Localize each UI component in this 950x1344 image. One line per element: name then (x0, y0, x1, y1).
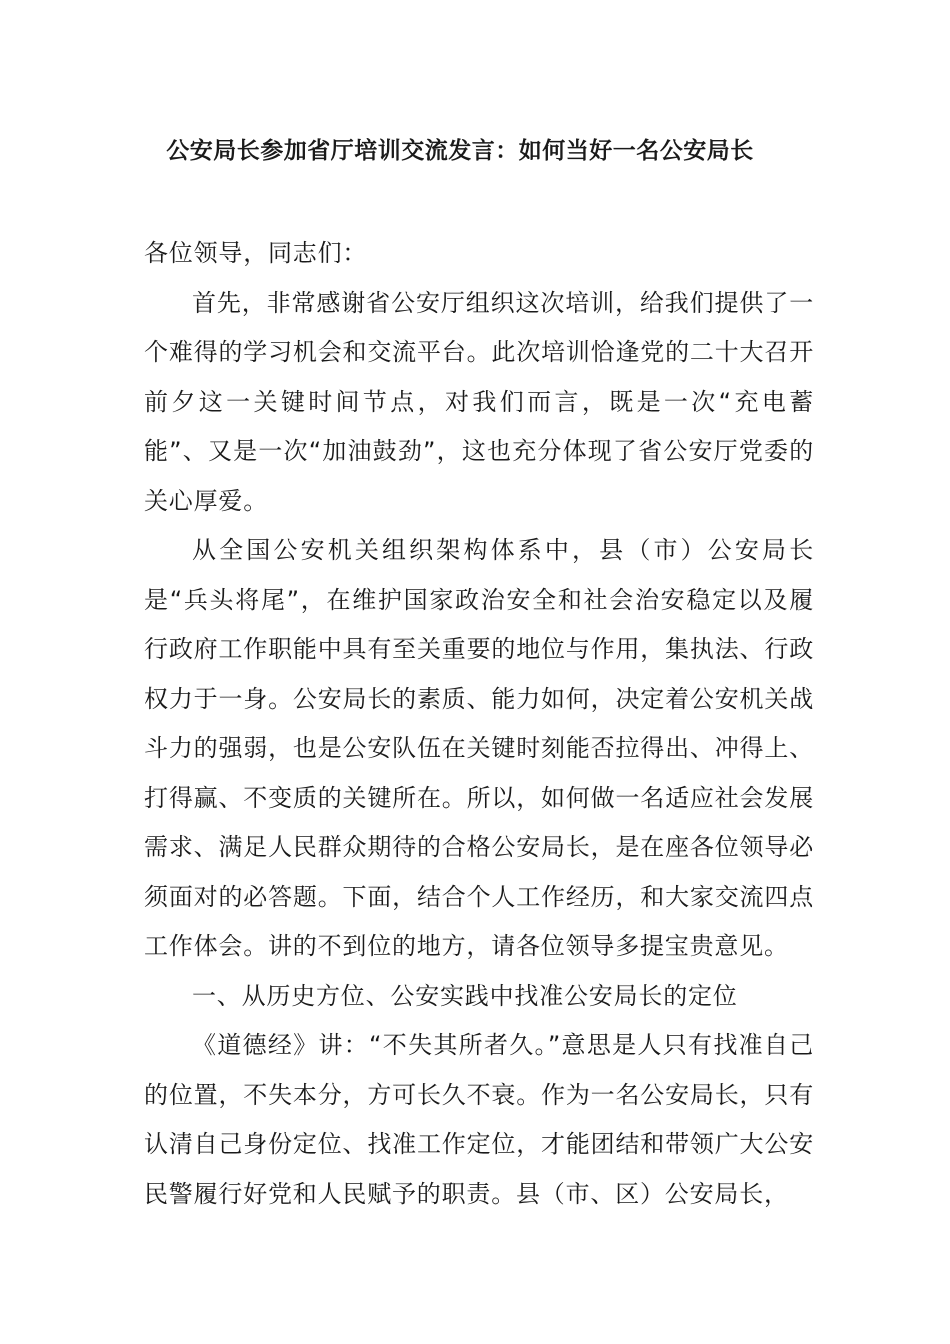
document-body (144, 229, 814, 1219)
paragraph-role: 从全国公安机关组织架构体系中，县（市）公安局长是“兵头将尾”，在维护国家政治安全和社会治安稳定以及履行政府工作职能中具有至关重要的地位与作用，集执法、行政权力于一身。公安局长的素质、能力如何，决定着公安机关战斗力的强弱，也是公安队伍在关键时刻能否拉得出、冲得上、打得赢、不变质的关键所在。所以，如何做一名适应社会发展需求、满足人民群众期待的合格公安局长，是在座各位领导必须面对的必答题。下面，结合个人工作经历，和大家交流四点工作体会。讲的不到位的地方，请各位领导多提宝贵意见。 (144, 536, 814, 960)
document-title: 公安局长参加省厅培训交流发言：如何当好一名公安局长 (166, 138, 754, 164)
paragraph-daodejing: 《道德经》讲：“不失其所者久。”意思是人只有找准自己的位置，不失本分，方可长久不衰。作为一名公安局长，只有认清自己身份定位、找准工作定位，才能团结和带领广大公安民警履行好党和人民赋予的职责。县（市、区）公安局长， (144, 1031, 814, 1208)
paragraph-opening: 首先，非常感谢省公安厅组织这次培训，给我们提供了一个难得的学习机会和交流平台。此次培训恰逢党的二十大召开前夕这一关键时间节点，对我们而言，既是一次“充电蓄能”、又是一次“加油鼓劲”，这也充分体现了省公安厅党委的关心厚爱。 (144, 288, 814, 515)
section-heading-1: 一、从历史方位、公安实践中找准公安局长的定位 (192, 981, 738, 1010)
salutation: 各位领导，同志们： (144, 239, 368, 267)
